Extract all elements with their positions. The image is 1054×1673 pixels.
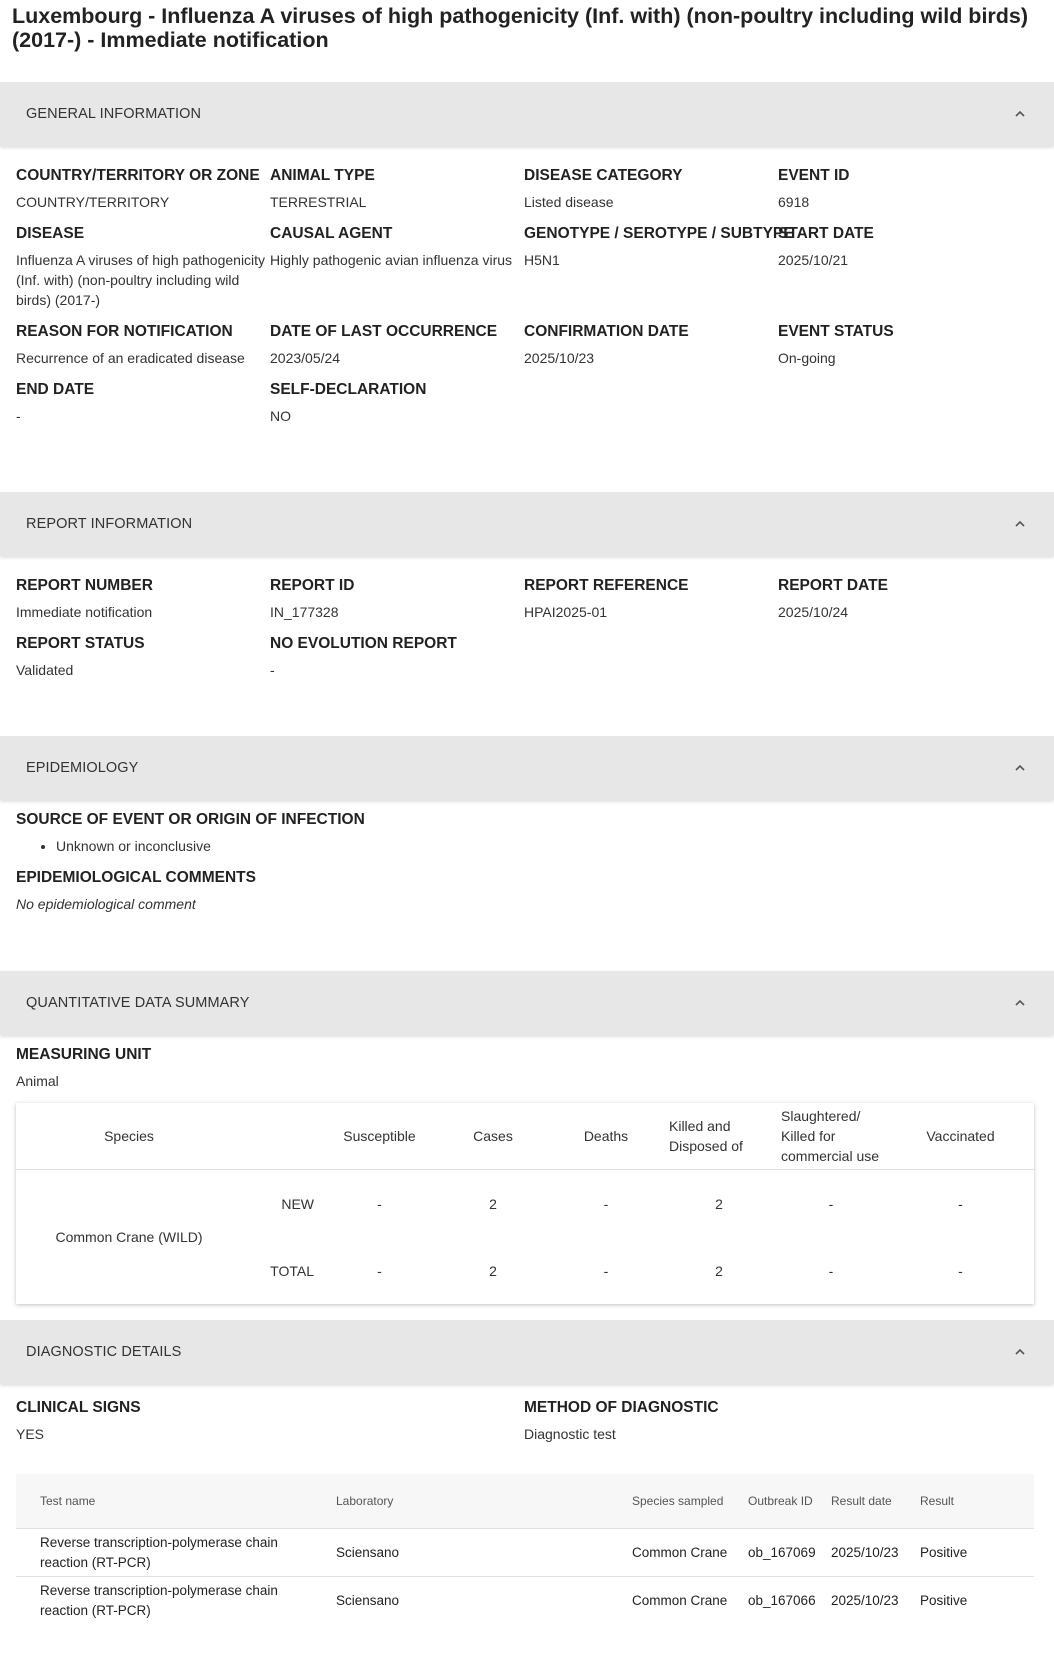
epidemiology-body: [0, 800, 1054, 971]
cell-outbreak-id: ob_167069: [748, 1529, 831, 1577]
info-field: [270, 166, 524, 224]
info-field: [16, 166, 270, 224]
field-value: H5N1: [524, 252, 560, 268]
cell-deaths: -: [603, 1195, 609, 1212]
table-row: [16, 1529, 1034, 1577]
diagnostic-table: [16, 1474, 1034, 1624]
field-label: ANIMAL TYPE: [270, 167, 375, 184]
comments-label: EPIDEMIOLOGICAL COMMENTS: [16, 869, 256, 886]
info-field: [524, 322, 778, 380]
section-header-general[interactable]: [0, 82, 1054, 146]
field-value: Recurrence of an eradicated disease: [16, 350, 245, 366]
field-label: REPORT DATE: [778, 577, 888, 594]
field-label: REPORT NUMBER: [16, 577, 153, 594]
cell-susceptible: -: [377, 1195, 382, 1212]
cell-result: Positive: [920, 1577, 1034, 1625]
cell-cases: 2: [489, 1262, 497, 1279]
info-field: [270, 576, 524, 634]
source-block: [0, 810, 1054, 856]
source-label: SOURCE OF EVENT OR ORIGIN OF INFECTION: [16, 811, 365, 828]
quantitative-body: [0, 1035, 1054, 1320]
col-deaths: Deaths: [549, 1103, 663, 1170]
field-label: EVENT ID: [778, 167, 850, 184]
chevron-up-icon[interactable]: [1012, 760, 1028, 776]
quantitative-table: [16, 1103, 1034, 1304]
info-field: [270, 380, 524, 438]
quantitative-table-card: [16, 1103, 1034, 1304]
report-grid: [0, 576, 1054, 692]
col-species: Species: [16, 1103, 242, 1170]
chevron-up-icon[interactable]: [1012, 995, 1028, 1011]
field-value: 6918: [778, 194, 810, 210]
list-item: • Unknown or inconclusive: [56, 836, 1038, 856]
section-title: DIAGNOSTIC DETAILS: [26, 1344, 182, 1360]
cell-species-sampled: Common Crane: [632, 1577, 748, 1625]
table-header-row: [16, 1474, 1034, 1529]
cell-result-date: 2025/10/23: [831, 1529, 920, 1577]
info-field: [778, 224, 1032, 322]
row-label: NEW: [281, 1195, 314, 1212]
table-header-row: [16, 1103, 1034, 1170]
field-value: Listed disease: [524, 194, 614, 210]
field-label: DATE OF LAST OCCURRENCE: [270, 323, 498, 340]
cell-laboratory: Sciensano: [312, 1529, 632, 1577]
chevron-up-icon[interactable]: [1012, 106, 1028, 122]
field-label: REPORT ID: [270, 577, 355, 594]
unit-block: [0, 1045, 1054, 1091]
col-outbreak-id: Outbreak ID: [748, 1494, 813, 1508]
cell-vaccinated: -: [958, 1195, 963, 1212]
cell-species-sampled: Common Crane: [632, 1529, 748, 1577]
species-cell: Common Crane (WILD): [55, 1229, 203, 1245]
info-field: [270, 634, 524, 692]
field-value: Immediate notification: [16, 604, 153, 620]
col-cases: Cases: [437, 1103, 549, 1170]
field-value: TERRESTRIAL: [270, 194, 367, 210]
cell-result: Positive: [920, 1529, 1034, 1577]
field-value: HPAI2025-01: [524, 604, 608, 620]
col-killed-disposed: Killed and Disposed of: [663, 1103, 775, 1170]
info-field: [778, 166, 1032, 224]
field-label: START DATE: [778, 225, 874, 242]
field-label: END DATE: [16, 381, 95, 398]
field-label: GENOTYPE / SEROTYPE / SUBTYPE: [524, 225, 794, 242]
section-header-epidemiology[interactable]: [0, 736, 1054, 800]
section-title: EPIDEMIOLOGY: [26, 760, 139, 776]
cell-deaths: -: [603, 1262, 609, 1279]
col-spacer: [242, 1103, 322, 1170]
comments-value: No epidemiological comment: [16, 896, 196, 912]
table-row: [16, 1170, 1034, 1238]
cell-laboratory: Sciensano: [312, 1577, 632, 1625]
general-grid: [0, 166, 1054, 438]
cell-cases: 2: [489, 1195, 497, 1212]
cell-slaughtered: -: [828, 1195, 834, 1212]
field-label: REPORT REFERENCE: [524, 577, 689, 594]
field-value: 2025/10/23: [524, 350, 595, 366]
col-result-date: Result date: [831, 1494, 892, 1508]
section-title: GENERAL INFORMATION: [26, 106, 202, 122]
section-title: QUANTITATIVE DATA SUMMARY: [26, 995, 250, 1011]
field-label: NO EVOLUTION REPORT: [270, 635, 457, 652]
section-header-report[interactable]: [0, 492, 1054, 556]
cell-outbreak-id: ob_167066: [748, 1577, 831, 1625]
source-list: [16, 836, 1038, 856]
row-label: TOTAL: [270, 1262, 314, 1279]
cell-slaughtered: -: [828, 1262, 834, 1279]
field-label: DISEASE: [16, 225, 85, 242]
field-value: 2025/10/24: [778, 604, 849, 620]
clinical-label: CLINICAL SIGNS: [16, 1399, 141, 1416]
field-value: Influenza A viruses of high pathogenicity (Inf. with) (non-poultry including wild birds) (2017-): [16, 252, 266, 308]
cell-killed-disposed: 2: [715, 1195, 723, 1212]
field-label: COUNTRY/TERRITORY OR ZONE: [16, 167, 260, 184]
cell-test-name: Reverse transcription-polymerase chain reaction (RT-PCR): [16, 1529, 312, 1577]
diagnostic-body: [0, 1384, 1054, 1624]
info-field: [16, 634, 270, 692]
field-value: NO: [270, 408, 291, 424]
general-body: [0, 146, 1054, 492]
diagnostic-table-wrap: [16, 1474, 1034, 1624]
diagnostic-grid: [0, 1398, 1054, 1456]
section-title: REPORT INFORMATION: [26, 516, 193, 532]
info-field: [16, 322, 270, 380]
cell-susceptible: -: [377, 1262, 382, 1279]
field-value: 2025/10/21: [778, 252, 849, 268]
page-title: Luxembourg - Influenza A viruses of high pathogenicity (Inf. with) (non-poultry including wild birds) (2017-) - Immediate notification: [12, 4, 1029, 52]
info-field: [778, 322, 1032, 380]
section-header-diagnostic[interactable]: [0, 1320, 1054, 1384]
clinical-value: YES: [16, 1426, 45, 1442]
field-label: EVENT STATUS: [778, 323, 894, 340]
unit-value: Animal: [16, 1073, 59, 1089]
col-laboratory: Laboratory: [336, 1494, 394, 1508]
field-value: 2023/05/24: [270, 350, 341, 366]
method-label: METHOD OF DIAGNOSTIC: [524, 1399, 719, 1416]
field-label: REPORT STATUS: [16, 635, 145, 652]
field-label: CONFIRMATION DATE: [524, 323, 689, 340]
field-value: Highly pathogenic avian influenza virus: [270, 252, 513, 268]
chevron-up-icon[interactable]: [1012, 516, 1028, 532]
field-label: CAUSAL AGENT: [270, 225, 393, 242]
method-value: Diagnostic test: [524, 1426, 616, 1442]
field-value: On-going: [778, 350, 836, 366]
comments-block: [0, 868, 1054, 914]
clinical-field: [16, 1398, 524, 1456]
method-field: [524, 1398, 1032, 1456]
cell-killed-disposed: 2: [715, 1262, 723, 1279]
field-label: SELF-DECLARATION: [270, 381, 427, 398]
info-field: [16, 224, 270, 322]
field-label: DISEASE CATEGORY: [524, 167, 683, 184]
col-species-sampled: Species sampled: [632, 1494, 724, 1508]
col-susceptible: Susceptible: [322, 1103, 437, 1170]
info-field: [524, 224, 794, 322]
cell-vaccinated: -: [958, 1262, 963, 1279]
field-value: -: [16, 408, 21, 424]
field-value: -: [270, 662, 275, 678]
info-field: [270, 224, 524, 322]
unit-label: MEASURING UNIT: [16, 1046, 152, 1063]
field-value: IN_177328: [270, 604, 339, 620]
col-vaccinated: Vaccinated: [887, 1103, 1034, 1170]
table-row: [16, 1577, 1034, 1625]
col-slaughtered: Slaughtered/ Killed for commercial use: [775, 1103, 887, 1170]
field-label: REASON FOR NOTIFICATION: [16, 323, 233, 340]
field-value: Validated: [16, 662, 74, 678]
info-field: [778, 576, 1032, 634]
info-field: [524, 166, 778, 224]
info-field: [16, 380, 270, 438]
col-result: Result: [920, 1494, 955, 1508]
field-value: COUNTRY/TERRITORY: [16, 194, 170, 210]
chevron-up-icon[interactable]: [1012, 1344, 1028, 1360]
info-field: [16, 576, 270, 634]
section-header-quantitative[interactable]: [0, 971, 1054, 1035]
report-body: [0, 556, 1054, 736]
cell-result-date: 2025/10/23: [831, 1577, 920, 1625]
col-test-name: Test name: [40, 1494, 96, 1508]
cell-test-name: Reverse transcription-polymerase chain reaction (RT-PCR): [16, 1577, 312, 1625]
info-field: [270, 322, 524, 380]
info-field: [524, 576, 778, 634]
